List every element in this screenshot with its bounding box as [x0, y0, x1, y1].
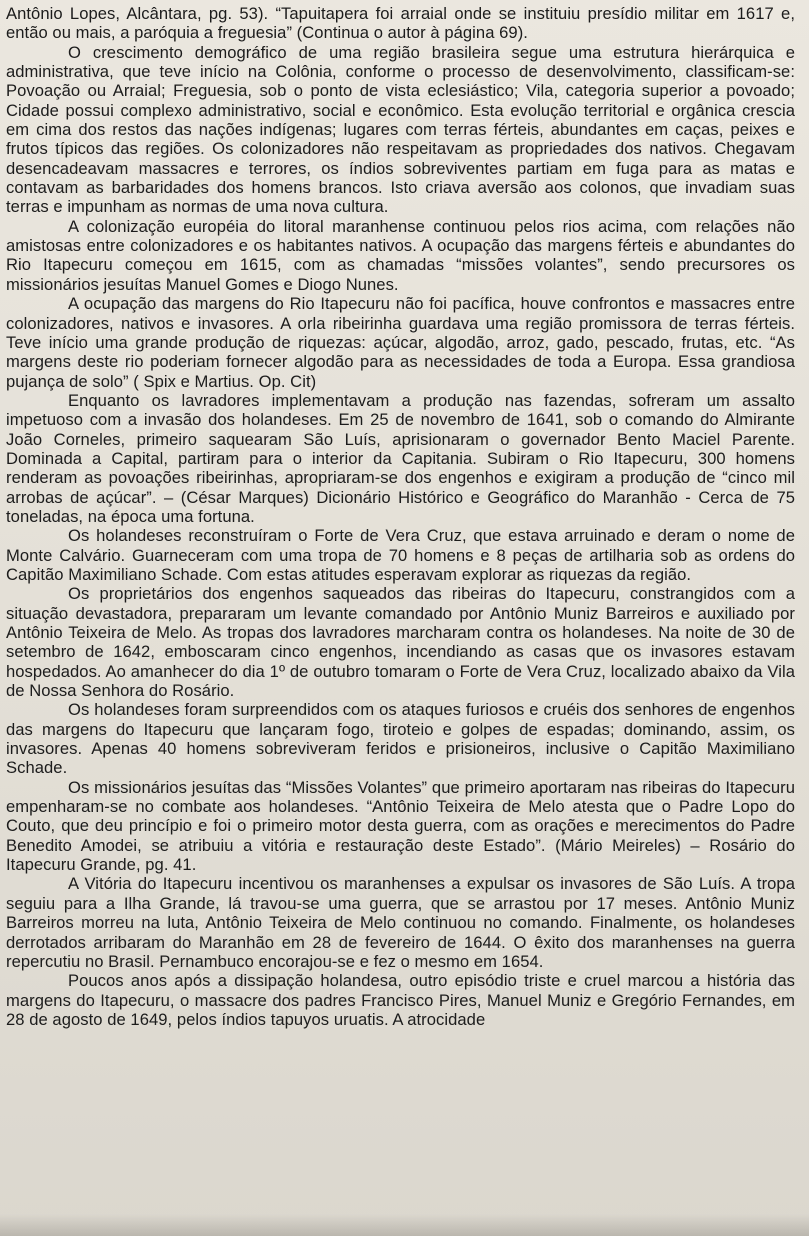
- paragraph-1: Antônio Lopes, Alcântara, pg. 53). “Tapuitapera foi arraial onde se instituiu presídio militar em 1617 e, então ou mais, a paróquia a freguesia” (Continua o autor à página 69).: [6, 4, 795, 43]
- paragraph-2: O crescimento demográfico de uma região brasileira segue uma estrutura hierárquica e administrativa, que teve início na Colônia, conforme o processo de desenvolvimento, classificam-se: Povoação ou Arraial; Freguesia, sob o ponto de vista eclesiástico; Vila, categoria superior a povoado; Cidade possui complexo administrativo, social e econômico. Esta evolução territorial e orgânica crescia em cima dos restos das nações indígenas; lugares com terras férteis, abundantes em caças, peixes e frutos típicos das regiões. Os colonizadores não respeitavam as propriedades dos nativos. Chegavam desencadeavam massacres e terrores, os índios sobreviventes partiam em fuga para as matas e contavam as barbaridades dos homens brancos. Isto criava aversão aos colonos, que invadiam suas terras e impunham as normas de uma nova cultura.: [6, 42, 795, 217]
- paragraph-3: A colonização européia do litoral maranhense continuou pelos rios acima, com relações não amistosas entre colonizadores e os habitantes nativos. A ocupação das margens férteis e abundantes do Rio Itapecuru começou em 1615, com as chamadas “missões volantes”, sendo precursores os missionários jesuítas Manuel Gomes e Diogo Nunes.: [6, 216, 795, 294]
- paragraph-4: A ocupação das margens do Rio Itapecuru não foi pacífica, houve confrontos e massacres entre colonizadores, nativos e invasores. A orla ribeirinha guardava uma região promissora de terras férteis. Teve início uma grande produção de riquezas: açúcar, algodão, arroz, gado, pescado, frutas, etc. “As margens deste rio poderiam fornecer algodão para as necessidades de toda a Europa. Essa grandiosa pujança de solo” ( Spix e Martius. Op. Cit): [6, 294, 795, 391]
- paragraph-11: Poucos anos após a dissipação holandesa, outro episódio triste e cruel marcou a história das margens do Itapecuru, o massacre dos padres Francisco Pires, Manuel Muniz e Gregório Fernandes, em 28 de agosto de 1649, pelos índios tapuyos uruatis. A atrocidade: [6, 971, 795, 1029]
- paragraph-8: Os holandeses foram surpreendidos com os ataques furiosos e cruéis dos senhores de engenhos das margens do Itapecuru que lançaram fogo, tiroteio e golpes de espadas; dominando, assim, os invasores. Apenas 40 homens sobreviveram feridos e prisioneiros, inclusive o Capitão Maximiliano Schade.: [6, 700, 795, 778]
- paragraph-10: A Vitória do Itapecuru incentivou os maranhenses a expulsar os invasores de São Luís. A tropa seguiu para a Ilha Grande, lá travou-se uma guerra, que se arrastou por 17 meses. Antônio Muniz Barreiros morreu na luta, Antônio Teixeira de Melo continuou no comando. Finalmente, os holandeses derrotados arribaram do Maranhão em 28 de fevereiro de 1644. O êxito dos maranhenses na guerra repercutiu no Brasil. Pernambuco encorajou-se e fez o mesmo em 1654.: [6, 874, 795, 971]
- paragraph-5: Enquanto os lavradores implementavam a produção nas fazendas, sofreram um assalto impetuoso com a invasão dos holandeses. Em 25 de novembro de 1641, sob o comando do Almirante João Corneles, primeiro saquearam São Luís, aprisionaram o governador Bento Maciel Parente. Dominada a Capital, partiram para o interior da Capitania. Subiram o Rio Itapecuru, 300 homens renderam as povoações ribeirinhas, apropriaram-se dos engenhos e exigiram a produção de “cinco mil arrobas de açúcar”. – (César Marques) Dicionário Histórico e Geográfico do Maranhão - Cerca de 75 toneladas, na época uma fortuna.: [6, 390, 795, 526]
- page-bottom-shadow: [0, 1214, 809, 1236]
- paragraph-7: Os proprietários dos engenhos saqueados das ribeiras do Itapecuru, constrangidos com a situação devastadora, prepararam um levante comandado por Antônio Muniz Barreiros e auxiliado por Antônio Teixeira de Melo. As tropas dos lavradores marcharam contra os holandeses. Na noite de 30 de setembro de 1642, emboscaram cinco engenhos, incendiando as casas que os invasores estavam hospedados. Ao amanhecer do dia 1º de outubro tomaram o Forte de Vera Cruz, localizado abaixo da Vila de Nossa Senhora do Rosário.: [6, 584, 795, 701]
- paragraph-6: Os holandeses reconstruíram o Forte de Vera Cruz, que estava arruinado e deram o nome de Monte Calvário. Guarneceram com uma tropa de 70 homens e 8 peças de artilharia sob as ordens do Capitão Maximiliano Schade. Com estas atitudes esperavam explorar as riquezas da região.: [6, 526, 795, 584]
- paragraph-9: Os missionários jesuítas das “Missões Volantes” que primeiro aportaram nas ribeiras do Itapecuru empenharam-se no combate aos holandeses. “Antônio Teixeira de Melo atesta que o Padre Lopo do Couto, que deu princípio e foi o primeiro motor desta guerra, com as orações e merecimentos do Padre Benedito Amodei, se atribuiu a vitória e restauração deste Estado”. (Mário Meireles) – Rosário do Itapecuru Grande, pg. 41.: [6, 777, 795, 875]
